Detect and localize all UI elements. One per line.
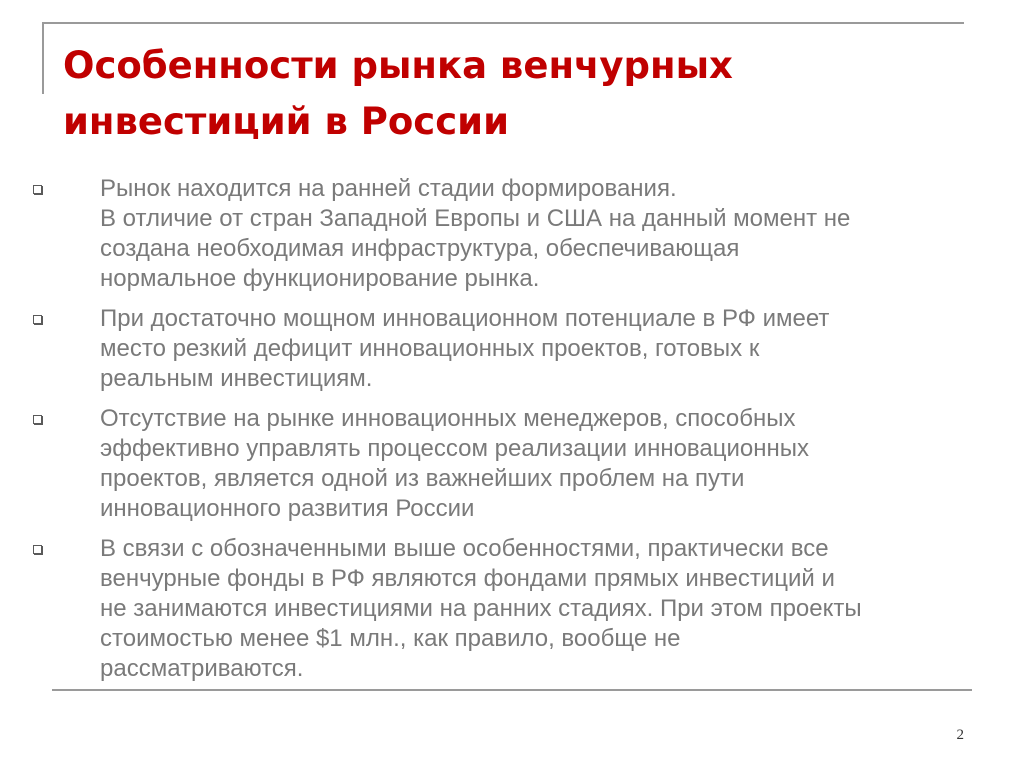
bullet-text: Рынок находится на ранней стадии формирования. В отличие от стран Западной Европы и США на данный момент не создана необходимая инфраструктура, обеспечивающая нормальное функционирование рынка. <box>100 175 851 292</box>
bottom-divider <box>52 689 972 691</box>
top-divider <box>42 22 964 24</box>
bullet-list <box>28 174 1003 694</box>
square-bullet-icon <box>33 315 42 324</box>
page-number: 2 <box>956 727 964 743</box>
bullet-item-1 <box>28 174 1003 294</box>
square-bullet-icon <box>33 415 42 424</box>
bullet-text: При достаточно мощном инновационном потенциале в РФ имеет место резкий дефицит инновационных проектов, готовых к реальным инвестициям. <box>100 305 830 392</box>
bullet-text: В связи с обозначенными выше особенностями, практически все венчурные фонды в РФ являются фондами прямых инвестиций и не занимаются инвестициями на ранних стадиях. При этом проекты стоимостью менее $1 млн., как правило, вообще не рассматриваются. <box>100 535 862 682</box>
slide-title: Особенности рынка венчурных инвестиций в России <box>63 44 733 143</box>
bullet-item-4 <box>28 534 1003 684</box>
title-accent-line <box>42 22 44 94</box>
bullet-text: Отсутствие на рынке инновационных менеджеров, способных эффективно управлять процессом реализации инновационных проектов, является одной из важнейших проблем на пути инновационного развития России <box>100 405 810 522</box>
bullet-item-2 <box>28 304 1003 394</box>
square-bullet-icon <box>33 545 42 554</box>
bullet-item-3 <box>28 404 1003 524</box>
square-bullet-icon <box>33 185 42 194</box>
